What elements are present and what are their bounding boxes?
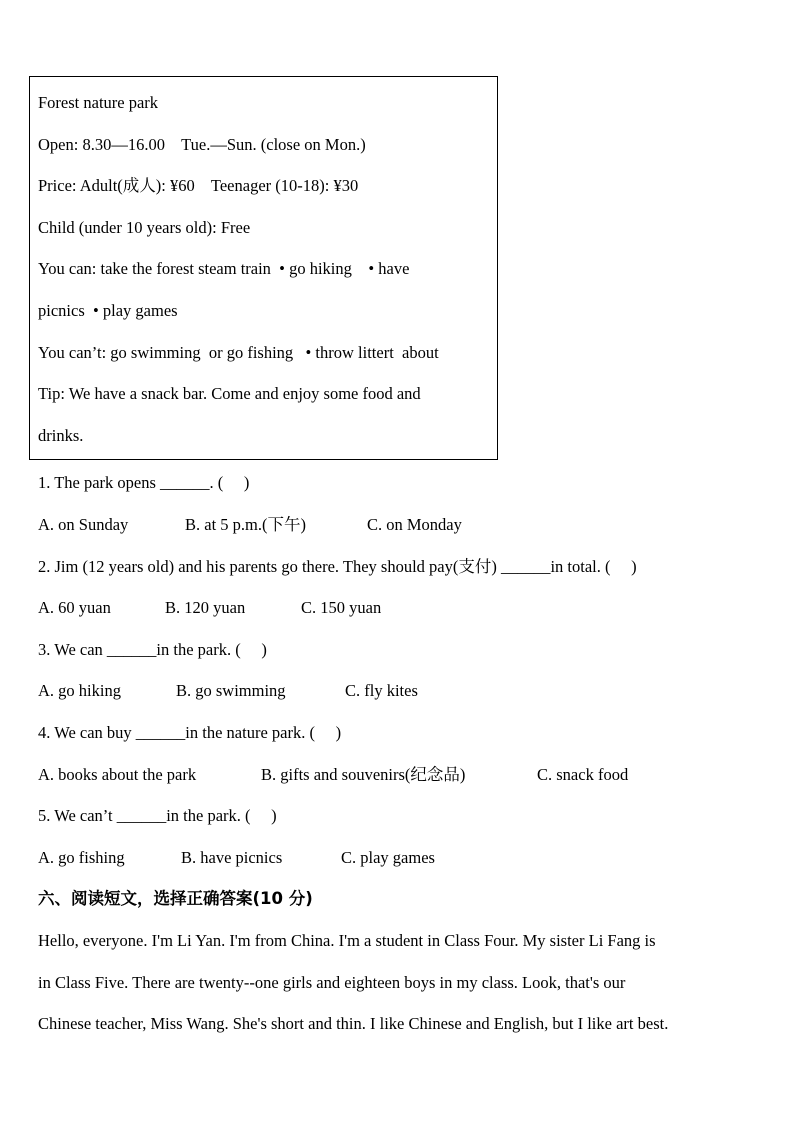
question-1-option-c: C. on Monday — [367, 515, 462, 534]
question-1-stem: 1. The park opens ______. ( ) — [38, 473, 250, 492]
question-2-stem: 2. Jim (12 years old) and his parents go there. They should pay(支付) ______in total. ( ) — [38, 557, 637, 576]
section-6-heading: 六、阅读短文，选择正确答案(10 分) — [38, 889, 313, 908]
question-4-option-b: B. gifts and souvenirs(纪念品) — [261, 765, 466, 784]
question-3-option-a: A. go hiking — [38, 681, 121, 700]
question-5-option-c: C. play games — [341, 848, 435, 867]
notice-tip-line-1: Tip: We have a snack bar. Come and enjoy some food and — [38, 384, 421, 403]
notice-cant: You can’t: go swimming or go fishing • throw littert about — [38, 343, 439, 362]
question-2-option-a: A. 60 yuan — [38, 598, 111, 617]
question-5-option-b: B. have picnics — [181, 848, 283, 867]
notice-open-hours: Open: 8.30—16.00 Tue.—Sun. (close on Mon.) — [38, 135, 366, 154]
question-4-option-a: A. books about the park — [38, 765, 197, 784]
question-4-option-c: C. snack food — [537, 765, 629, 784]
notice-title: Forest nature park — [38, 93, 159, 112]
question-2-option-c: C. 150 yuan — [301, 598, 382, 617]
question-1-option-a: A. on Sunday — [38, 515, 129, 534]
passage-line-2: in Class Five. There are twenty--one girls and eighteen boys in my class. Look, that's our — [38, 973, 626, 992]
notice-child-price: Child (under 10 years old): Free — [38, 218, 251, 237]
notice-can-line-2: picnics • play games — [38, 301, 178, 320]
passage-line-1: Hello, everyone. I'm Li Yan. I'm from China. I'm a student in Class Four. My sister Li Fang is — [38, 931, 656, 950]
question-3-option-b: B. go swimming — [176, 681, 286, 700]
notice-price: Price: Adult(成人): ¥60 Teenager (10-18): ¥30 — [38, 176, 359, 195]
question-5-option-a: A. go fishing — [38, 848, 125, 867]
question-5-stem: 5. We can’t ______in the park. ( ) — [38, 806, 277, 825]
passage-line-3: Chinese teacher, Miss Wang. She's short and thin. I like Chinese and English, but I like art best. — [38, 1014, 669, 1033]
question-4-stem: 4. We can buy ______in the nature park. ( ) — [38, 723, 342, 742]
question-1-option-b: B. at 5 p.m.(下午) — [185, 515, 306, 534]
question-2-option-b: B. 120 yuan — [165, 598, 246, 617]
notice-can-line-1: You can: take the forest steam train • go hiking • have — [38, 259, 410, 278]
notice-tip-line-2: drinks. — [38, 426, 84, 445]
question-3-option-c: C. fly kites — [345, 681, 418, 700]
question-3-stem: 3. We can ______in the park. ( ) — [38, 640, 267, 659]
